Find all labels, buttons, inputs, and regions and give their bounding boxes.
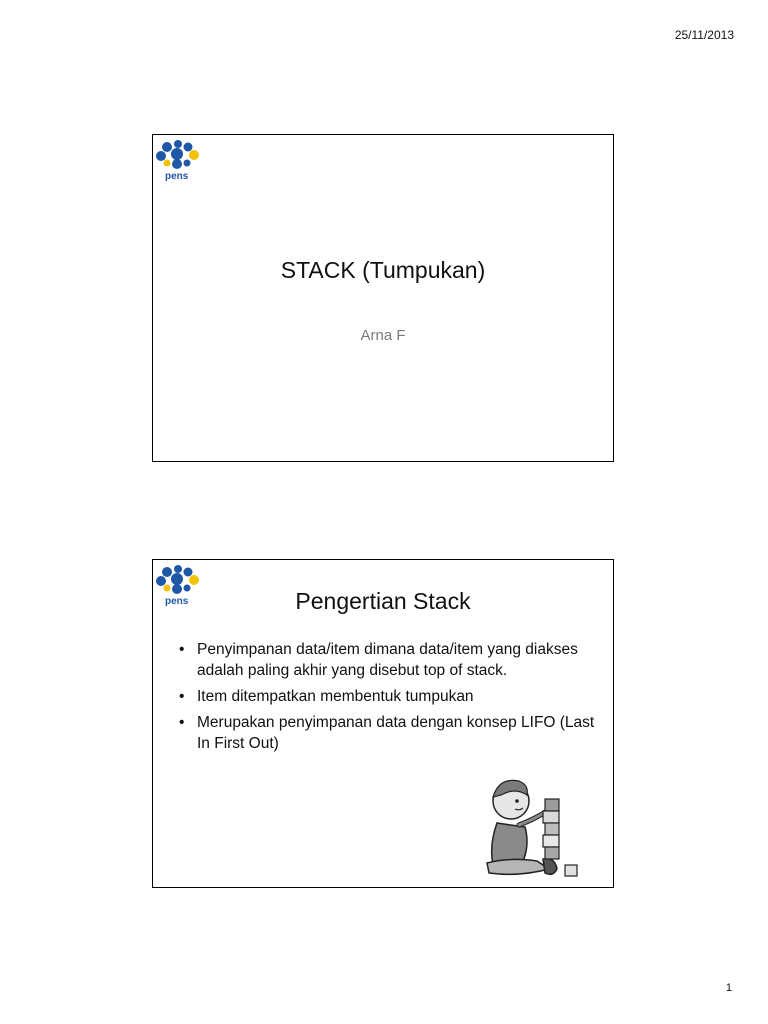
page-number: 1 xyxy=(725,982,732,994)
slide-definition xyxy=(152,559,614,888)
bullet-item: • Merupakan penyimpanan data dengan konsep LIFO (Last In First Out) xyxy=(175,712,595,754)
bullet-item: • Penyimpanan data/item dimana data/item yang diakses adalah paling akhir yang disebut top of stack. xyxy=(175,639,595,681)
child-stacking-blocks-illustration xyxy=(479,765,585,883)
bullet-item: • Item ditempatkan membentuk tumpukan xyxy=(175,686,595,707)
slide-author: Arna F xyxy=(360,327,406,344)
bullet-list xyxy=(175,639,595,759)
document-date: 25/11/2013 xyxy=(674,28,734,42)
pens-logo xyxy=(155,137,205,183)
slide-title xyxy=(152,134,614,462)
logo-text: pens xyxy=(165,171,189,182)
slide-heading: Pengertian Stack xyxy=(295,588,471,614)
logo-text: pens xyxy=(165,596,189,607)
slide-title-text: STACK (Tumpukan) xyxy=(280,257,486,283)
